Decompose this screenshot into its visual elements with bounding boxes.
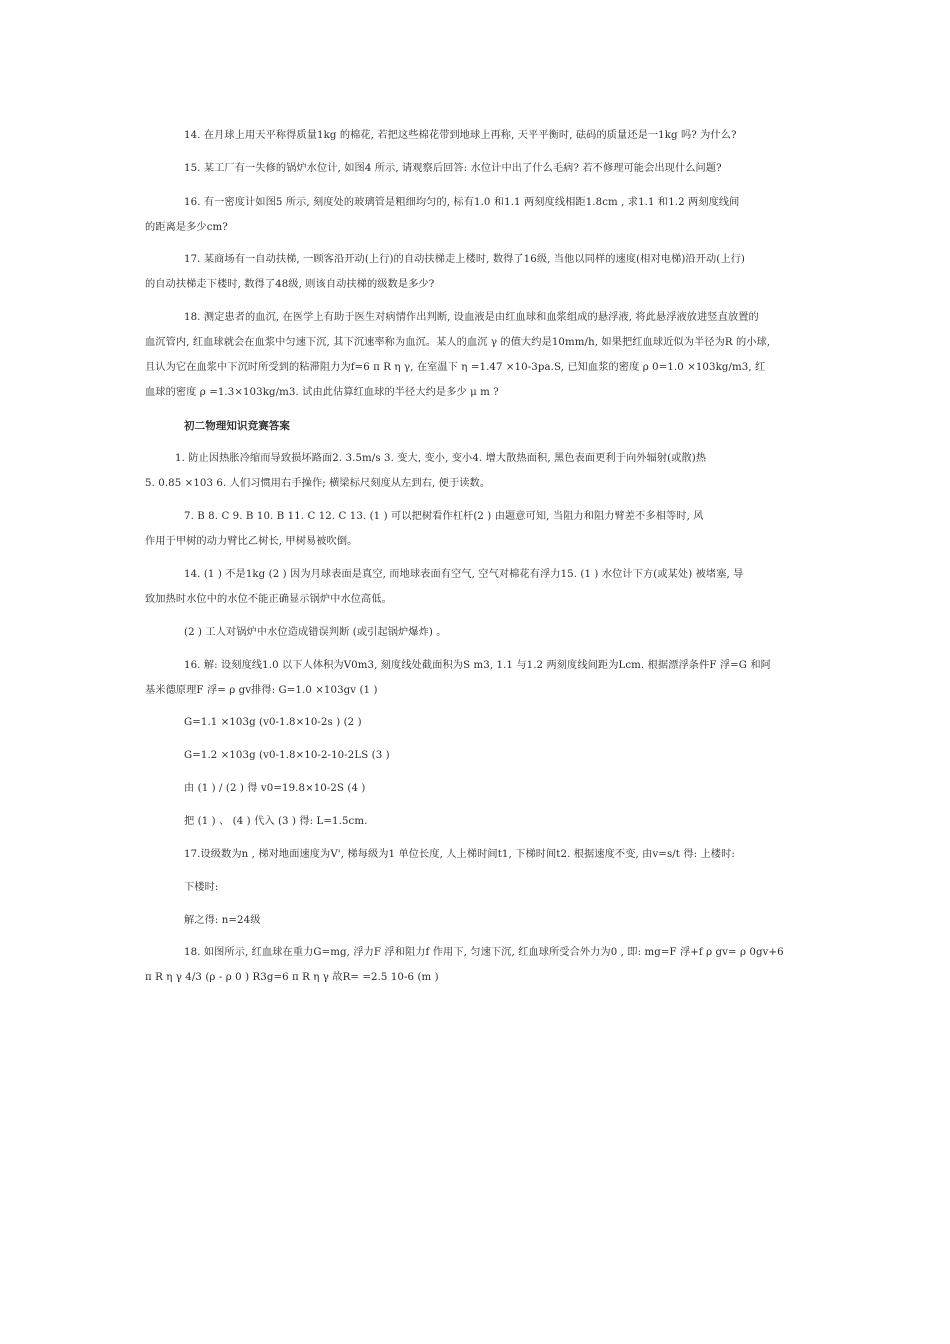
answer-16-equation-4: 由 (1 ) / (2 ) 得 v0=19.8×10-2S (4 ) <box>184 783 366 794</box>
question-18-line-4: 血球的密度 ρ =1.3×103kg/m3. 试由此估算红血球的半径大约是多少 μ m ? <box>145 387 499 398</box>
answer-1-line-2: 5. 0.85 ×103 6. 人们习惯用右手操作; 横梁标尺刻度从左到右, 便于读数。 <box>145 478 491 489</box>
answer-16-result: 把 (1 ) 、 (4 ) 代入 (3 ) 得: L=1.5cm. <box>184 816 368 827</box>
answer-17-line-2: 下楼时: <box>184 882 219 893</box>
question-16-line-2: 的距离是多少cm? <box>145 222 228 233</box>
question-18-line-1: 18. 测定患者的血沉, 在医学上有助于医生对病情作出判断, 设血液是由红血球和血浆组成的悬浮液, 将此悬浮液放进竖直放置的 <box>184 312 759 323</box>
question-16-line-1: 16. 有一密度计如图5 所示, 刻度处的玻璃管是粗细均匀的, 标有1.0 和1.1 两刻度线相距1.8cm , 求1.1 和1.2 两刻度线间 <box>184 197 740 208</box>
answer-16-equation-3: G=1.2 ×103g (v0-1.8×10-2-10-2LS (3 ) <box>184 750 390 761</box>
answer-16-line-1: 16. 解: 设刻度线1.0 以下人体积为V0m3, 刻度线处截面积为S m3, 1.1 与1.2 两刻度线间距为Lcm. 根据漂浮条件F 浮=G 和阿 <box>184 660 771 671</box>
answer-14-line-1: 14. (1 ) 不是1kg (2 ) 因为月球表面是真空, 而地球表面有空气, 空气对棉花有浮力15. (1 ) 水位计下方(或某处) 被堵塞, 导 <box>184 569 744 580</box>
answer-18-line-2: π R η γ 4/3 (ρ - ρ 0 ) R3g=6 π R η γ 故R= =2.5 10-6 (m ) <box>145 972 439 983</box>
answer-17-line-1: 17.设级数为n , 梯对地面速度为V', 梯每级为1 单位长度, 人上梯时间t1, 下梯时间t2. 根据速度不变, 由v=s/t 得: 上楼时: <box>184 849 735 860</box>
question-18-line-2: 血沉管内, 红血球就会在血浆中匀速下沉, 其下沉速率称为血沉。某人的血沉 γ 的值大约是10mm/h, 如果把红血球近似为半径为R 的小球, <box>145 337 771 348</box>
question-15: 15. 某工厂有一失修的锅炉水位计, 如图4 所示, 请观察后回答: 水位计中出了什么毛病? 若不修理可能会出现什么问题? <box>184 163 722 174</box>
question-17-line-2: 的自动扶梯走下楼时, 数得了48级, 则该自动扶梯的级数是多少? <box>145 279 435 290</box>
question-17-line-1: 17. 某商场有一自动扶梯, 一顾客沿开动(上行)的自动扶梯走上楼时, 数得了16级, 当他以同样的速度(相对电梯)沿开动(上行) <box>184 254 745 265</box>
answer-16-line-2: 基米德原理F 浮= ρ gv排得: G=1.0 ×103gv (1 ) <box>145 685 378 696</box>
answer-17-line-3: 解之得: n=24级 <box>184 915 261 926</box>
answer-18-line-1: 18. 如图所示, 红血球在重力G=mg, 浮力F 浮和阻力f 作用下, 匀速下沉, 红血球所受合外力为0 , 即: mg=F 浮+f ρ gv= ρ 0gv+6 <box>184 947 784 958</box>
answer-14-line-2: 致加热时水位中的水位不能正确显示锅炉中水位高低。 <box>145 594 392 605</box>
answer-15-part-2: (2 ) 工人对锅炉中水位造成错误判断 (或引起锅炉爆炸) 。 <box>184 627 447 638</box>
answer-7-line-1: 7. B 8. C 9. B 10. B 11. C 12. C 13. (1 ) 可以把树看作杠杆(2 ) 由题意可知, 当阻力和阻力臂差不多相等时, 风 <box>184 511 704 522</box>
answer-1-line-1: 1. 防止因热胀冷缩而导致损坏路面2. 3.5m/s 3. 变大, 变小, 变小4. 增大散热面积, 黑色表面更利于向外辐射(或散)热 <box>175 453 707 464</box>
answer-16-equation-2: G=1.1 ×103g (v0-1.8×10-2s ) (2 ) <box>184 717 362 728</box>
answers-heading: 初二物理知识竞赛答案 <box>184 420 290 432</box>
question-18-line-3: 且认为它在血浆中下沉时所受到的粘滞阻力为f=6 π R η γ, 在室温下 η =1.47 ×10-3pa.S, 已知血浆的密度 ρ 0=1.0 ×103kg/m3, 红 <box>145 362 766 373</box>
answer-7-line-2: 作用于甲树的动力臂比乙树长, 甲树易被吹倒。 <box>145 536 358 547</box>
question-14: 14. 在月球上用天平称得质量1kg 的棉花, 若把这些棉花带到地球上再称, 天平平衡时, 砝码的质量还是一1kg 吗? 为什么? <box>184 130 737 141</box>
